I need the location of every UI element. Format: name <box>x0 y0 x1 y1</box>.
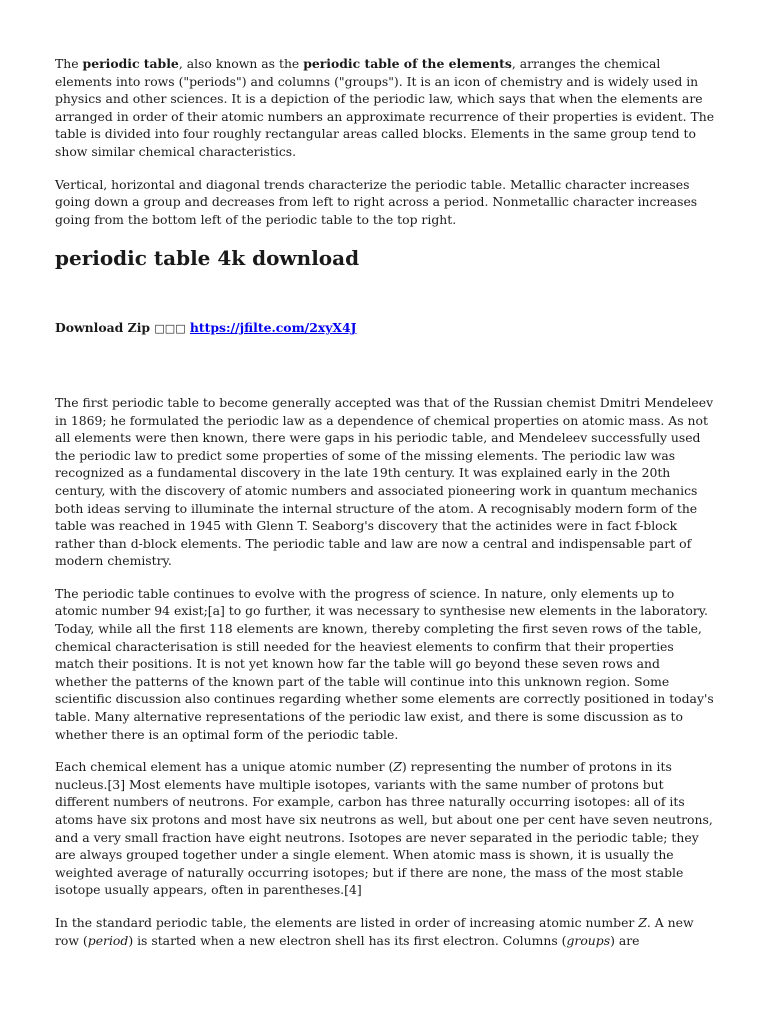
body-paragraph-2: The periodic table continues to evolve with the progress of science. In nature, only elements up to atomic number 94 exist;[a] to go further, it was necessary to synthesise new elements in the laboratory. Today, while all the first 118 elements are known, thereby completing the first seven rows of the table, chemical characterisation is still needed for the heaviest elements to confirm that their properties match their positions. It is not yet known how far the table will go beyond these seven rows and whether the patterns of the known part of the table will continue into this unknown region. Some scientific discussion also continues regarding whether some elements are correctly positioned in today's table. Many alternative representations of the periodic law exist, and there is some discussion as to whether there is an optimal form of the periodic table. <box>55 585 714 742</box>
body-paragraph-4: In the standard periodic table, the elements are listed in order of increasing atomic number Z. A new row (period) is started when a new electron shell has its first electron. Columns (groups) are <box>55 914 694 948</box>
download-link[interactable]: https://jfilte.com/2xyX4J <box>189 320 357 336</box>
body-paragraph-1: The first periodic table to become generally accepted was that of the Russian chemist Dmitri Mendeleev in 1869; he formulated the periodic law as a dependence of chemical properties on atomic mass. As not all elements were then known, there were gaps in his periodic table, and Mendeleev successfully used the periodic law to predict some properties of some of the missing elements. The periodic law was recognized as a fundamental discovery in the late 19th century. It was explained early in the 20th century, with the discovery of atomic numbers and associated pioneering work in quantum mechanics both ideas serving to illuminate the internal structure of the atom. A recognisably modern form of the table was reached in 1945 with Glenn T. Seaborg's discovery that the actinides were in fact f-block rather than d-block elements. The periodic table and law are now a central and indispensable part of modern chemistry. <box>55 394 714 569</box>
document-page <box>55 55 715 949</box>
intro-paragraph-1: The periodic table, also known as the periodic table of the elements, arranges the chemical elements into rows ("periods") and columns ("groups"). It is an icon of chemistry and is widely used in physics and other sciences. It is a depiction of the periodic law, which says that when the elements are arranged in order of their atomic numbers an approximate recurrence of their properties is evident. The table is divided into four roughly rectangular areas called blocks. Elements in the same group tend to show similar chemical characteristics. <box>55 56 715 159</box>
term-periodic-table-of-elements: periodic table of the elements <box>303 56 512 71</box>
download-line <box>55 319 715 338</box>
download-glyphs: □□□ <box>154 322 186 336</box>
term-periodic-table: periodic table <box>82 56 179 71</box>
page-heading: periodic table 4k download <box>55 246 360 271</box>
intro-paragraph-2: Vertical, horizontal and diagonal trends characterize the periodic table. Metallic character increases going down a group and decreases from left to right across a period. Nonmetallic character increases going from the bottom left of the periodic table to the top right. <box>55 176 698 227</box>
body-paragraph-3: Each chemical element has a unique atomic number (Z) representing the number of protons in its nucleus.[3] Most elements have multiple isotopes, variants with the same number of protons but different numbers of neutrons. For example, carbon has three naturally occurring isotopes: all of its atoms have six protons and most have six neutrons as well, but about one per cent have seven neutrons, and a very small fraction have eight neutrons. Isotopes are never separated in the periodic table; they are always grouped together under a single element. When atomic mass is shown, it is usually the weighted average of naturally occurring isotopes; but if there are none, the mass of the most stable isotope usually appears, often in parentheses.[4] <box>55 759 713 898</box>
download-label: Download Zip <box>55 320 155 336</box>
